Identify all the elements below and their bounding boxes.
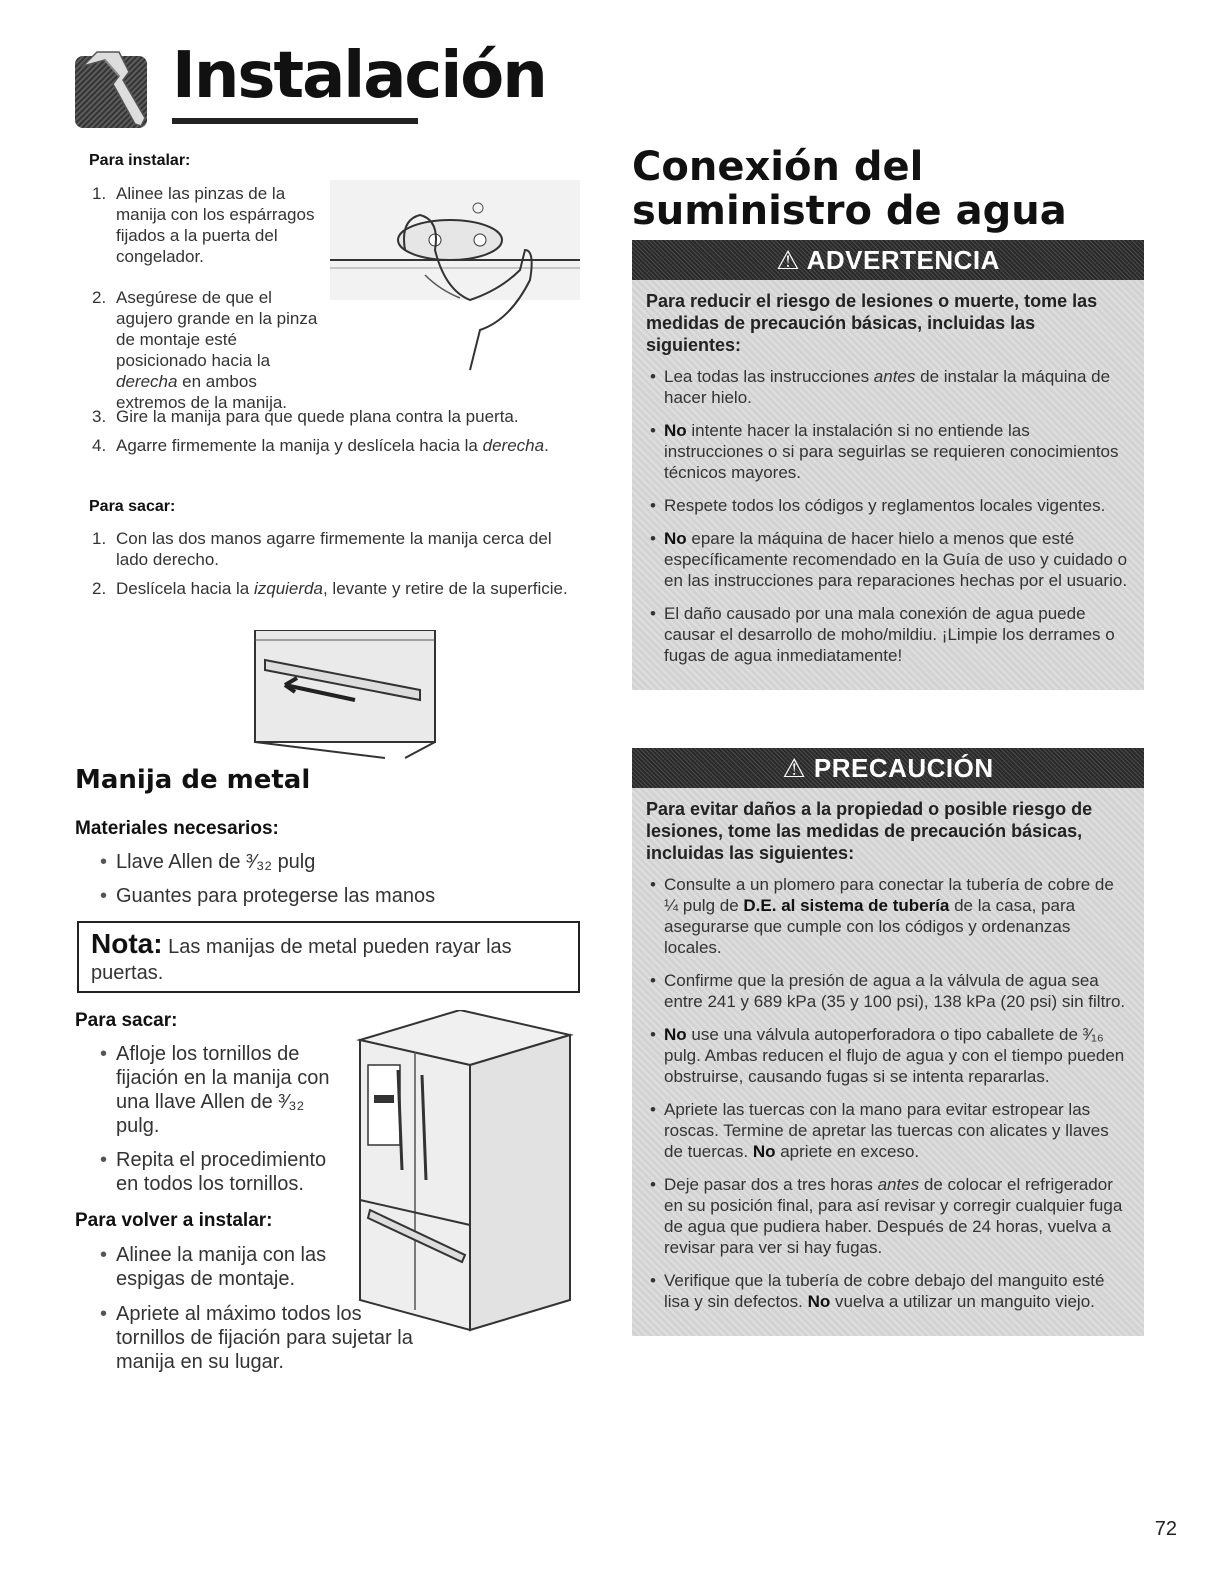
- list-item: • Repita el procedimiento en todos los tornillos.: [90, 1148, 338, 1196]
- remove2-heading: Para sacar:: [75, 1010, 178, 1031]
- note-text: Las manijas de metal pueden rayar las puertas.: [91, 936, 512, 984]
- drawer-handle-illustration: [245, 630, 440, 760]
- list-item: • Deje pasar dos a tres horas antes de colocar el refrigerador en su posición final, para así revisar y corregir cualquier fuga de agua que pudiera haber. Después de 24 horas, vuelva a revisar para ver si hay fugas.: [646, 1174, 1130, 1258]
- metal-handle-heading: Manija de metal: [75, 765, 311, 795]
- install-steps: [92, 183, 324, 275]
- list-item: • El daño causado por una mala conexión de agua puede causar el desarrollo de moho/mildiu. ¡Limpie los derrames o fugas de agua inmediatamente!: [646, 603, 1130, 666]
- materials-heading: Materiales necesarios:: [75, 818, 279, 839]
- caution-banner: ⚠ PRECAUCIÓN: [632, 748, 1144, 788]
- install-heading: Para instalar:: [89, 152, 191, 169]
- list-item: • Respete todos los códigos y reglamentos locales vigentes.: [646, 495, 1130, 516]
- remove-step: 2. Deslícela hacia la izquierda, levante y retire de la superficie.: [92, 579, 568, 598]
- remove-step: 1. Con las dos manos agarre firmemente la manija cerca del lado derecho.: [92, 529, 552, 569]
- remove-heading: Para sacar:: [89, 498, 176, 515]
- materials-list: [90, 850, 570, 918]
- page-title: Instalación: [172, 39, 546, 113]
- warning-box: [632, 240, 1144, 690]
- list-item: • No intente hacer la instalación si no entiende las instrucciones o si para seguirlas se requieren conocimientos técnicos mayores.: [646, 420, 1130, 483]
- reinstall-list: [90, 1243, 330, 1301]
- reinstall-heading: Para volver a instalar:: [75, 1210, 273, 1231]
- note-label: Nota:: [91, 928, 163, 959]
- caution-intro: Para evitar daños a la propiedad o posible riesgo de lesiones, tome las medidas de precaución básicas, incluidas las siguientes:: [646, 799, 1093, 863]
- title-underline: [172, 118, 418, 124]
- wrench-icon: [75, 46, 157, 128]
- list-item: • Verifique que la tubería de cobre debajo del manguito esté lisa y sin defectos. No vuelva a utilizar un manguito viejo.: [646, 1270, 1130, 1312]
- remove-steps: [92, 528, 572, 607]
- list-item: • Guantes para protegerse las manos: [90, 884, 570, 908]
- list-item: • Apriete al máximo todos los tornillos de fijación para sujetar la manija en su lugar.: [90, 1302, 435, 1374]
- list-item: • Alinee la manija con las espigas de montaje.: [90, 1243, 330, 1291]
- caution-box: [632, 748, 1144, 1336]
- list-item: • Lea todas las instrucciones antes de instalar la máquina de hacer hielo.: [646, 366, 1130, 408]
- list-item: • No use una válvula autoperforadora o tipo caballete de ³⁄₁₆ pulg. Ambas reducen el flujo de agua y con el tiempo pueden obstruirse, causando fugas si se intenta repararlas.: [646, 1024, 1130, 1087]
- section-title: Conexión del suministro de agua: [632, 144, 1067, 234]
- install-step: 2. Asegúrese de que el agujero grande en la pinza de montaje esté posicionado hacia la derecha en ambos extremos de la manija.: [92, 288, 318, 412]
- handle-clip-illustration: [330, 180, 580, 380]
- warning-list: [646, 366, 1130, 666]
- page-number: 72: [1154, 1518, 1177, 1540]
- warning-intro: Para reducir el riesgo de lesiones o muerte, tome las medidas de precaución básicas, incluidas las siguientes:: [646, 291, 1098, 355]
- warning-banner: ⚠ ADVERTENCIA: [632, 240, 1144, 280]
- list-item: • Consulte a un plomero para conectar la tubería de cobre de ¼ pulg de D.E. al sistema de tubería de la casa, para asegurarse que cumple con los códigos y ordenanzas locales.: [646, 874, 1130, 958]
- install-step: 3. Gire la manija para que quede plana contra la puerta.: [92, 407, 519, 426]
- caution-list: [646, 874, 1130, 1312]
- list-item: • Apriete las tuercas con la mano para evitar estropear las roscas. Termine de apretar las tuercas con alicates y llaves de tuercas. No apriete en exceso.: [646, 1099, 1130, 1162]
- install-step: 4. Agarre firmemente la manija y deslícela hacia la derecha.: [92, 436, 549, 455]
- install-steps-2: [92, 287, 322, 421]
- refrigerator-illustration: [350, 1010, 580, 1340]
- remove2-list: [90, 1042, 338, 1206]
- list-item: • No epare la máquina de hacer hielo a menos que esté específicamente recomendado en la Guía de uso y cuidado o en las instrucciones para reparaciones hechas por el usuario.: [646, 528, 1130, 591]
- list-item: • Afloje los tornillos de fijación en la manija con una llave Allen de ³⁄₃₂ pulg.: [90, 1042, 338, 1138]
- note-box: [77, 921, 580, 993]
- list-item: • Confirme que la presión de agua a la válvula de agua sea entre 241 y 689 kPa (35 y 100 psi), 138 kPa (20 psi) sin filtro.: [646, 970, 1130, 1012]
- install-step: 1. Alinee las pinzas de la manija con los espárragos fijados a la puerta del congelador.: [92, 184, 315, 266]
- list-item: • Llave Allen de ³⁄₃₂ pulg: [90, 850, 570, 874]
- install-steps-3: [92, 406, 572, 464]
